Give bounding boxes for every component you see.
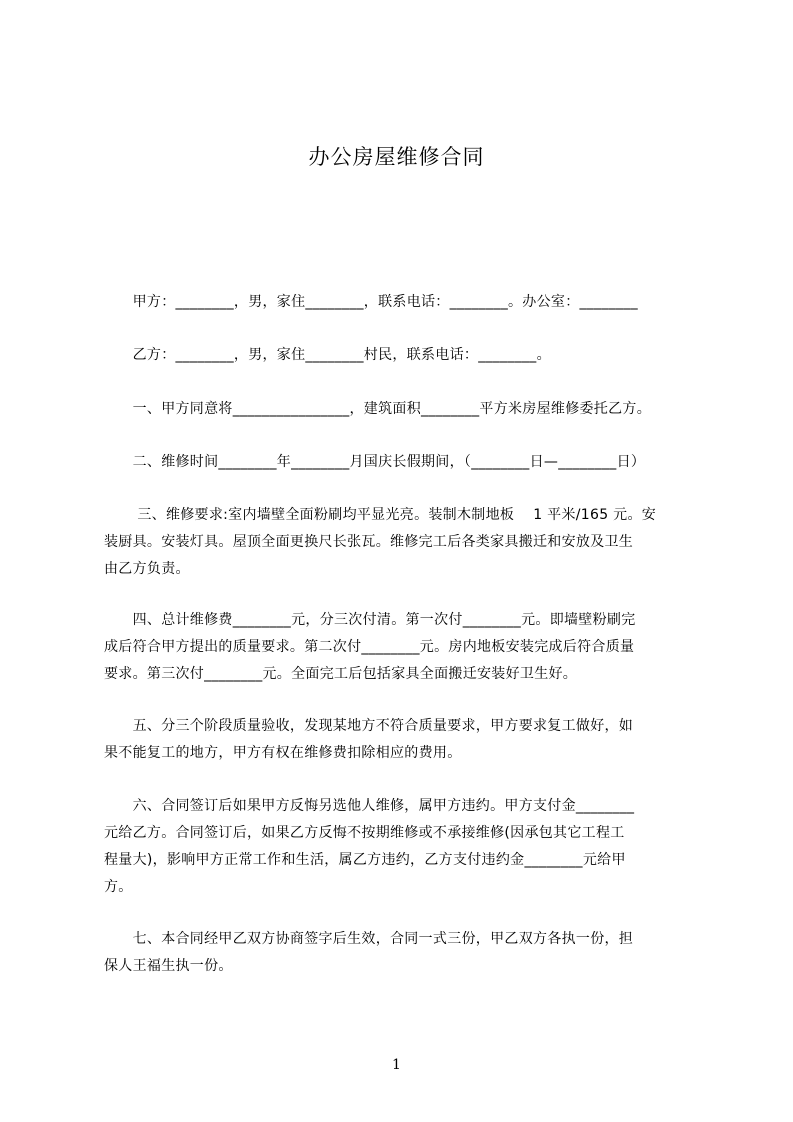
clause-5-line-2: 果不能复工的地方，甲方有权在维修费扣除相应的费用。 <box>104 745 462 761</box>
party-b-line: 乙方：________，男，家住________村民，联系电话：________。 <box>104 347 551 363</box>
clause-5-line-1: 五、分三个阶段质量验收，发现某地方不符合质量要求，甲方要求复工做好，如 <box>104 718 634 734</box>
clause-7-line-1: 七、本合同经甲乙双方协商签字后生效，合同一式三份，甲乙双方各执一份，担 <box>104 931 634 947</box>
clause-3-line-1: 三、维修要求:室内墙壁全面粉刷均平显光亮。装制木制地板 1 平米/165 元。安 <box>104 507 657 523</box>
clause-6-line-1: 六、合同签订后如果甲方反悔另选他人维修，属甲方违约。甲方支付金________ <box>104 798 635 814</box>
contract-title: 办公房屋维修合同 <box>308 145 485 169</box>
clause-4-line-3: 要求。第三次付________元。全面完工后包括家具全面搬迁安装好卫生好。 <box>104 666 578 682</box>
clause-2-line: 二、维修时间________年________月国庆长假期间，（________日—________日） <box>104 454 646 470</box>
clause-6-line-2: 元给乙方。合同签订后，如果乙方反悔不按期维修或不承接维修(因承包其它工程工 <box>104 825 625 841</box>
clause-3-line-2: 装厨具。安装灯具。屋顶全面更换尺长张瓦。维修完工后各类家具搬迁和安放及卫生 <box>104 534 634 550</box>
clause-4-line-2: 成后符合甲方提出的质量要求。第二次付________元。房内地板安装完成后符合质量 <box>104 639 635 655</box>
clause-7-line-2: 保人王福生执一份。 <box>104 958 233 974</box>
clause-6-line-4: 方。 <box>104 879 133 895</box>
clause-3-line-3: 由乙方负责。 <box>104 561 190 577</box>
clause-4-line-1: 四、总计维修费________元，分三次付清。第一次付________元。即墙壁粉刷完 <box>104 612 636 628</box>
clause-6-line-3: 程量大)，影响甲方正常工作和生活，属乙方违约，乙方支付违约金________元给甲 <box>104 852 626 868</box>
party-a-line: 甲方：________，男，家住________，联系电话：________。办公室：________ <box>104 294 638 310</box>
clause-1-line: 一、甲方同意将________________，建筑面积________平方米房屋维修委托乙方。 <box>104 401 651 417</box>
page-number: 1 <box>392 1057 401 1073</box>
